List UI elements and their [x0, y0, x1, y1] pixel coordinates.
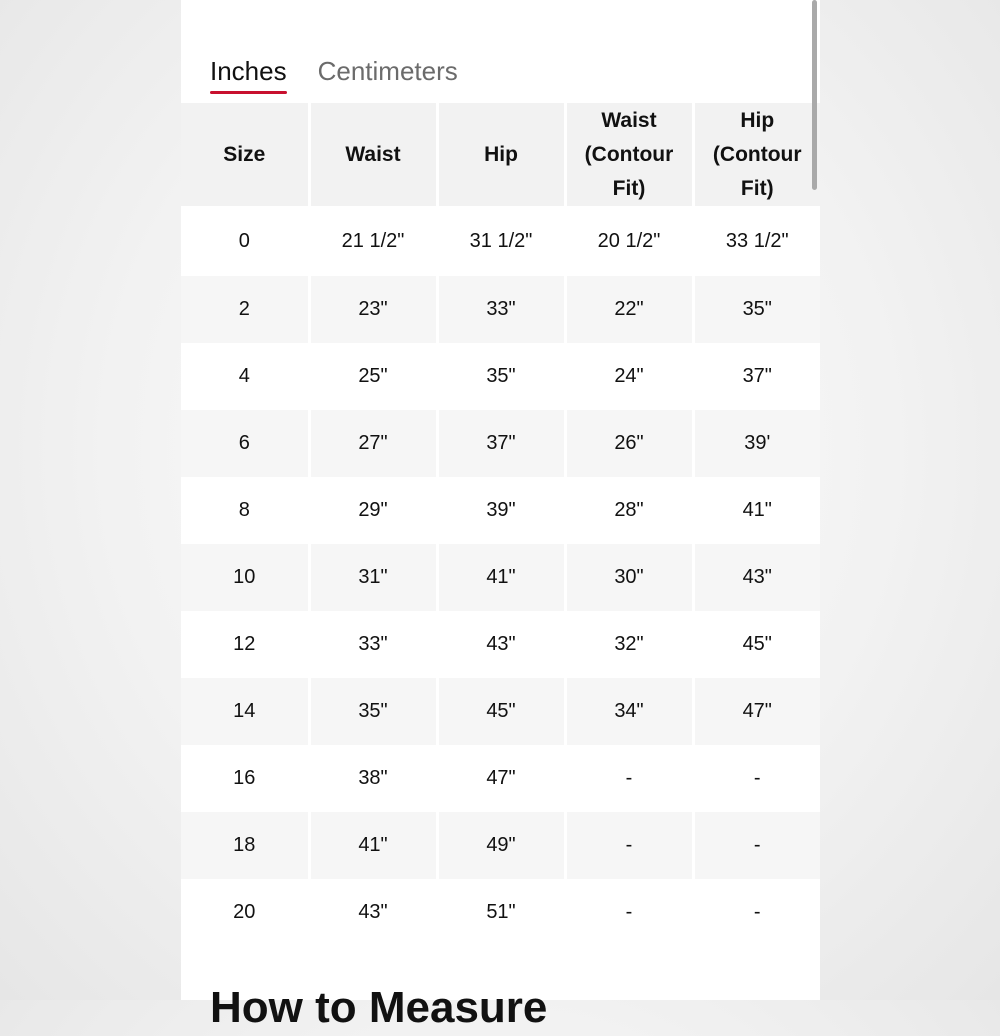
table-row: [181, 410, 820, 477]
size-chart-panel: [181, 0, 820, 1032]
table-cell: 33": [309, 611, 437, 678]
table-cell: 20: [233, 901, 256, 923]
table-cell: 35": [309, 678, 437, 745]
table-cell: 0: [238, 229, 250, 252]
table-cell: 47": [437, 745, 565, 812]
table-cell: 35": [437, 343, 565, 410]
table-row: [181, 879, 820, 946]
table-cell: 21 1/2": [309, 206, 437, 276]
table-cell: 51": [437, 879, 565, 946]
table-cell: 30": [565, 544, 693, 611]
table-cell: 41": [437, 544, 565, 611]
table-cell: 16: [233, 767, 256, 789]
table-header-row: [181, 103, 820, 206]
table-cell: 45": [437, 678, 565, 745]
table-cell: 37": [437, 410, 565, 477]
table-cell: 35": [693, 276, 820, 343]
table-cell: 39': [693, 410, 820, 477]
table-row: [181, 477, 820, 544]
tab-inches[interactable]: Inches: [210, 52, 287, 94]
table-cell: -: [693, 879, 820, 946]
table-cell: 20 1/2": [565, 206, 693, 276]
table-cell: 34": [565, 678, 693, 745]
table-cell: 29": [309, 477, 437, 544]
table-row: [181, 812, 820, 879]
table-cell: 25": [309, 343, 437, 410]
size-table: [181, 103, 820, 946]
table-cell: 28": [565, 477, 693, 544]
unit-tabs: [210, 52, 458, 96]
table-row: [181, 745, 820, 812]
header-hip-contour-fit: Hip (Contour Fit): [693, 103, 820, 206]
table-body: [181, 206, 820, 946]
table-cell: 24": [565, 343, 693, 410]
scrollbar-thumb[interactable]: [812, 0, 817, 190]
table-cell: 43": [437, 611, 565, 678]
table-row: [181, 206, 820, 276]
table-cell: 33": [437, 276, 565, 343]
table-cell: 27": [309, 410, 437, 477]
table-cell: 22": [565, 276, 693, 343]
table-cell: 49": [437, 812, 565, 879]
header-waist-contour-fit: Waist (Contour Fit): [565, 103, 693, 206]
table-cell: 18: [181, 812, 309, 879]
tab-centimeters[interactable]: Centimeters: [317, 56, 458, 86]
table-cell: -: [693, 812, 820, 879]
table-cell: 6: [181, 410, 309, 477]
table-cell: 10: [181, 544, 309, 611]
table-cell: 43": [693, 544, 820, 611]
header-hip: Hip: [437, 103, 565, 206]
table-cell: 4: [238, 365, 250, 387]
header-waist: Waist: [309, 103, 437, 206]
table-cell: 39": [437, 477, 565, 544]
table-cell: 31 1/2": [437, 206, 565, 276]
how-to-measure-heading: How to Measure: [210, 983, 548, 1032]
table-row: [181, 544, 820, 611]
table-cell: -: [565, 745, 693, 812]
table-cell: 41": [309, 812, 437, 879]
table-cell: 37": [693, 343, 820, 410]
table-cell: 31": [309, 544, 437, 611]
table-cell: 47": [693, 678, 820, 745]
table-row: [181, 276, 820, 343]
table-cell: 43": [309, 879, 437, 946]
table-row: [181, 611, 820, 678]
table-cell: -: [693, 745, 820, 812]
table-row: [181, 678, 820, 745]
table-cell: 41": [693, 477, 820, 544]
table-cell: 26": [565, 410, 693, 477]
table-cell: 38": [309, 745, 437, 812]
table-cell: 33 1/2": [693, 206, 820, 276]
table-cell: 12: [233, 633, 256, 655]
header-size: Size: [181, 103, 309, 206]
table-cell: 45": [693, 611, 820, 678]
table-cell: -: [565, 812, 693, 879]
table-cell: 32": [565, 611, 693, 678]
table-cell: 14: [181, 678, 309, 745]
table-row: [181, 343, 820, 410]
table-cell: -: [565, 879, 693, 946]
table-cell: 2: [181, 276, 309, 343]
table-cell: 8: [238, 499, 250, 521]
table-cell: 23": [309, 276, 437, 343]
